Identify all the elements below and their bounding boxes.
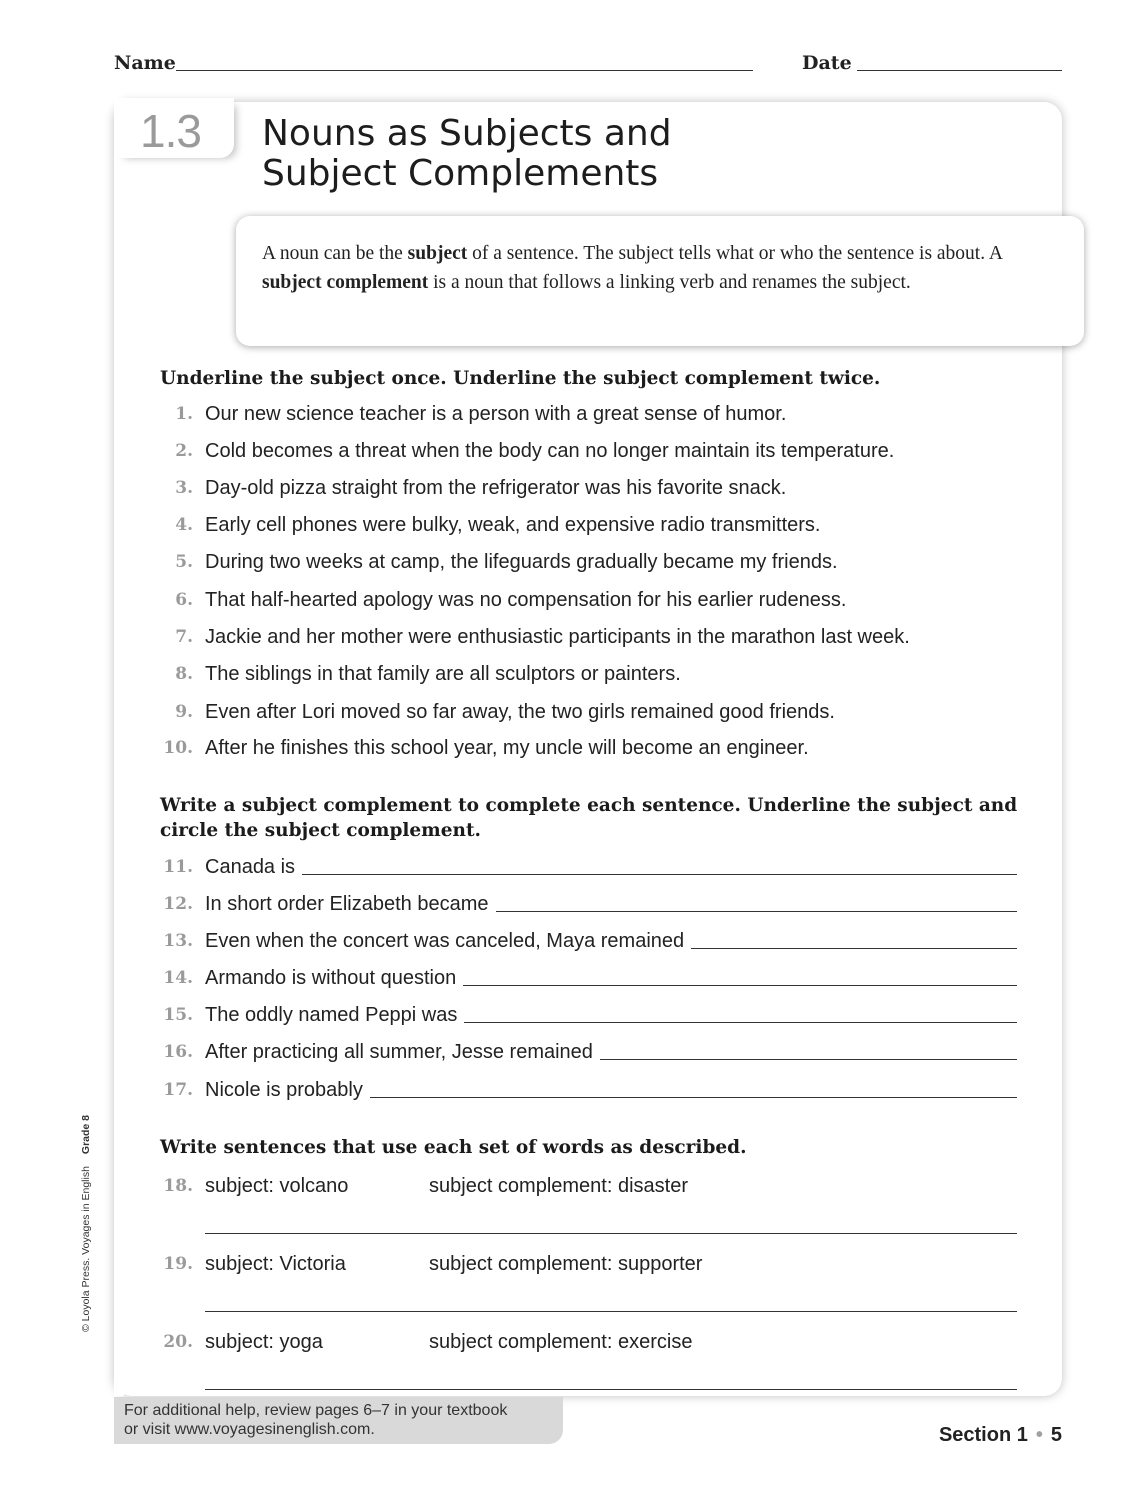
item-number: 11.: [163, 857, 193, 877]
item-text: Early cell phones were bulky, weak, and expensive radio transmitters.: [205, 514, 821, 536]
item-text: After he finishes this school year, my uncle will become an engineer.: [205, 737, 809, 759]
name-label: Name: [114, 52, 176, 74]
answer-blank[interactable]: [691, 948, 1017, 949]
section-label: Section 1: [938, 1424, 1028, 1446]
item-number: 8.: [175, 664, 193, 684]
def-text-1: A noun can be the: [262, 243, 408, 264]
item-number: 4.: [175, 515, 193, 535]
item-number: 15.: [163, 1005, 193, 1025]
item-text: Even when the concert was canceled, Maya remained: [205, 930, 685, 952]
fill-in-row: [205, 1037, 1017, 1067]
fill-in-row: [205, 852, 1017, 882]
part3-direction: Write sentences that use each set of words as described.: [160, 1137, 747, 1158]
answer-line[interactable]: [205, 1311, 1017, 1312]
item-number: 16.: [163, 1042, 193, 1062]
item-subject: subject: volcano: [205, 1175, 349, 1197]
item-number: 5.: [175, 552, 193, 572]
item-number: 18.: [163, 1176, 193, 1196]
grade-label: Grade 8: [80, 1114, 92, 1155]
item-number: 3.: [175, 478, 193, 498]
item-number: 20.: [163, 1332, 193, 1352]
item-text: Cold becomes a threat when the body can no longer maintain its temperature.: [205, 440, 895, 462]
item-number: 12.: [163, 894, 193, 914]
answer-line[interactable]: [205, 1233, 1017, 1234]
page-title: [262, 114, 672, 194]
part2-direction: Write a subject complement to complete each sentence. Underline the subject and circle the subject complement.: [160, 795, 1018, 841]
item-number: 17.: [163, 1080, 193, 1100]
page-footer: [939, 1424, 1062, 1447]
name-field-line[interactable]: [176, 70, 753, 71]
bullet-icon: •: [1035, 1424, 1043, 1446]
fill-in-row: [205, 889, 1017, 919]
item-text: That half-hearted apology was no compensation for his earlier rudeness.: [205, 589, 847, 611]
copyright-text: © Loyola Press. Voyages in English: [80, 1166, 92, 1332]
item-text: Day-old pizza straight from the refrigerator was his favorite snack.: [205, 477, 787, 499]
part1-direction: Underline the subject once. Underline the subject complement twice.: [160, 368, 881, 389]
item-text: Nicole is probably: [205, 1079, 363, 1101]
title-line-2: Subject Complements: [262, 153, 659, 194]
answer-line[interactable]: [205, 1389, 1017, 1390]
item-text: In short order Elizabeth became: [205, 893, 489, 915]
item-number: 7.: [175, 627, 193, 647]
fill-in-row: [205, 963, 1017, 993]
def-term-subject-complement: subject complement: [262, 271, 429, 293]
item-number: 9.: [175, 702, 193, 722]
item-number: 10.: [163, 738, 193, 758]
item-number: 2.: [175, 441, 193, 461]
item-text: Jackie and her mother were enthusiastic participants in the marathon last week.: [205, 626, 910, 648]
item-number: 6.: [175, 590, 193, 610]
item-number: 13.: [163, 931, 193, 951]
def-text-2: of a sentence. The subject tells what or who the sentence is about. A: [467, 243, 1002, 264]
answer-blank[interactable]: [370, 1097, 1017, 1098]
item-number: 14.: [163, 968, 193, 988]
item-text: Even after Lori moved so far away, the two girls remained good friends.: [205, 701, 835, 723]
item-complement: subject complement: exercise: [429, 1331, 693, 1353]
page-number: 5: [1050, 1424, 1062, 1446]
item-text: During two weeks at camp, the lifeguards gradually became my friends.: [205, 551, 838, 573]
fill-in-row: [205, 1000, 1017, 1030]
date-field-line[interactable]: [857, 70, 1062, 71]
answer-blank[interactable]: [463, 985, 1017, 986]
item-text: Canada is: [205, 856, 296, 878]
title-line-1: Nouns as Subjects and: [262, 113, 672, 154]
item-text: The oddly named Peppi was: [205, 1004, 458, 1026]
answer-blank[interactable]: [496, 911, 1018, 912]
answer-blank[interactable]: [302, 874, 1017, 875]
item-text: The siblings in that family are all sculptors or painters.: [205, 663, 681, 685]
item-text: Armando is without question: [205, 967, 457, 989]
lesson-number: 1.3: [140, 105, 201, 157]
help-line-2: or visit www.voyagesinenglish.com.: [124, 1421, 375, 1438]
date-label: Date: [802, 52, 852, 74]
def-term-subject: subject: [407, 243, 468, 264]
help-text: [124, 1401, 507, 1439]
item-number: 19.: [163, 1254, 193, 1274]
item-complement: subject complement: supporter: [429, 1253, 703, 1275]
definition-text: [262, 240, 1062, 297]
item-subject: subject: Victoria: [205, 1253, 346, 1275]
def-text-3: is a noun that follows a linking verb and renames the subject.: [428, 271, 911, 293]
answer-blank[interactable]: [600, 1059, 1017, 1060]
answer-blank[interactable]: [464, 1022, 1017, 1023]
item-text: After practicing all summer, Jesse remained: [205, 1041, 593, 1063]
help-line-1: For additional help, review pages 6–7 in your textbook: [124, 1402, 508, 1419]
item-subject: subject: yoga: [205, 1331, 323, 1353]
card-left-edge: [114, 156, 124, 1396]
fill-in-row: [205, 1075, 1017, 1105]
item-complement: subject complement: disaster: [429, 1175, 689, 1197]
fill-in-row: [205, 926, 1017, 956]
item-number: 1.: [175, 404, 193, 424]
item-text: Our new science teacher is a person with a great sense of humor.: [205, 403, 787, 425]
